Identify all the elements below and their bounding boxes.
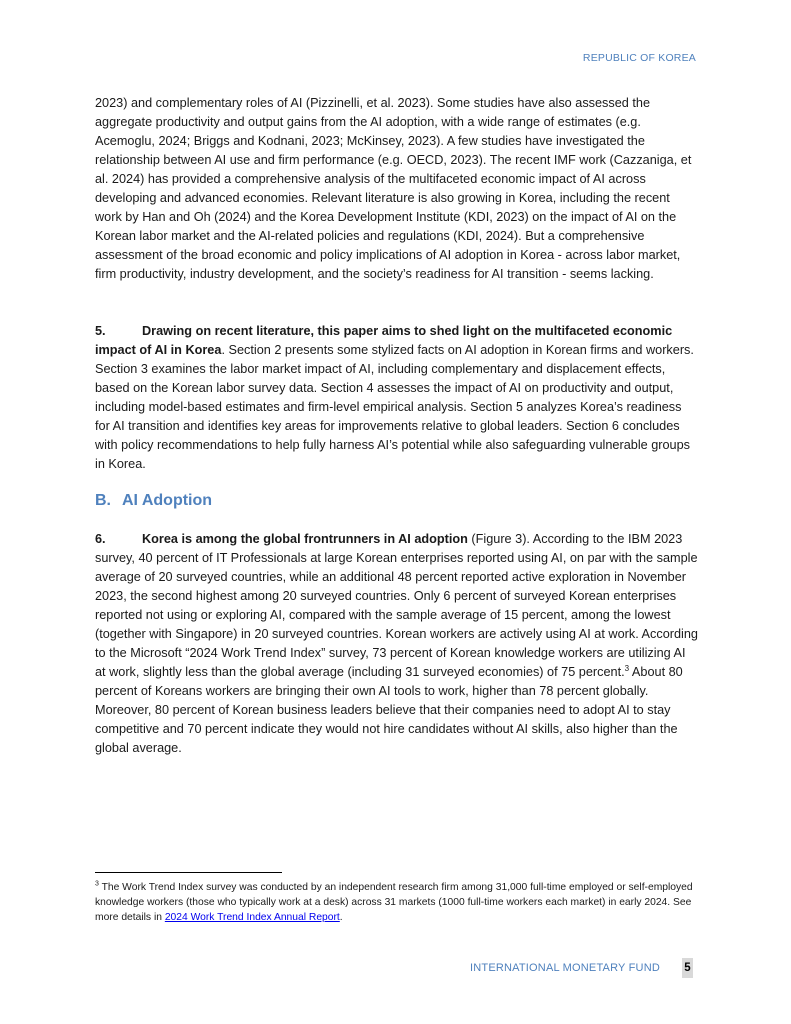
paragraph-text: 2023) and complementary roles of AI (Pizzinelli, et al. 2023). Some studies have also assessed the aggregate productivity and output gains from the AI adoption, with a wide range of estimates (e.g. Acemoglu, 2024; Briggs and Kodnani, 2023; McKinsey, 2023). A few studies have investigated the relationship between AI use and firm performance (e.g. OECD, 2023). The recent IMF work (Cazzaniga, et al. 2024) has provided a comprehensive analysis of the multifaceted economic impact of AI across developing and advanced economies. Relevant literature is also growing in Korea, including the recent work by Han and Oh (2024) and the Korea Development Institute (KDI, 2023) on the impact of AI on the Korean labor market and the AI-related policies and regulations (KDI, 2024). But a comprehensive assessment of the broad economic and policy implications of AI adoption in Korea - across labor market, firm productivity, industry development, and the society’s readiness for AI transition - seems lacking.: [95, 96, 692, 281]
report-link[interactable]: 2024 Work Trend Index Annual Report: [164, 912, 340, 923]
footnote-reference[interactable]: 3: [624, 663, 630, 673]
section-letter: B.: [95, 492, 111, 509]
footnote-text: The Work Trend Index survey was conducted by an independent research firm among 31,000 full-time employed or self-employed knowledge workers (those who typically work at a desk) across 31 markets (1000 full-time workers each market) in early 2024. See more details in: [95, 882, 693, 923]
paragraph-text-continued: About 80 percent of Koreans workers are bringing their own AI tools to work, higher than 78 percent globally. Moreover, 80 percent of Korean business leaders believe that their companies need to adopt AI to stay competitive and 70 percent indicate they would not hire candidates without AI skills, also higher than the global average.: [95, 665, 683, 755]
paragraph-lead: Drawing on recent literature, this paper aims to shed light on the multifaceted economic impact of AI in Korea: [95, 324, 673, 357]
footnote-mark: 3: [95, 880, 99, 888]
section-title: AI Adoption: [122, 492, 213, 509]
paragraph-6: [95, 530, 698, 758]
footnote: [95, 880, 698, 925]
paragraph-5: [95, 322, 698, 474]
paragraph-number: 6.: [95, 532, 106, 546]
paragraph-lead: Korea is among the global frontrunners in AI adoption: [142, 532, 468, 546]
paragraph-number: 5.: [95, 324, 106, 338]
paragraph-continued: [95, 94, 698, 284]
paragraph-text: (Figure 3). According to the IBM 2023 survey, 40 percent of IT Professionals at large Korean enterprises reported using AI, on par with the sample average of 20 surveyed countries, while an additional 48 percent reported active exploration in November 2023, the second highest among 20 surveyed countries. Only 6 percent of surveyed Korean enterprises reported not using or exploring AI, compared with the sample average of 15 percent, among the lowest (together with Singapore) in 20 surveyed countries. Korean workers are actively using AI at work. According to the Microsoft “2024 Work Trend Index” survey, 73 percent of Korean knowledge workers are utilizing AI at work, slightly less than the global average (including 31 surveyed economies) of 75 percent.: [95, 532, 698, 679]
footnote-end: .: [339, 912, 343, 923]
section-heading: [95, 492, 212, 510]
footnote-separator: [95, 872, 282, 873]
paragraph-text: . Section 2 presents some stylized facts on AI adoption in Korean firms and workers. Section 3 examines the labor market impact of AI, including complementary and displacement effects, based on the Korean labor survey data. Section 4 assesses the impact of AI on productivity and output, including model-based estimates and firm-level empirical analysis. Section 5 analyzes Korea’s readiness for AI transition and identifies key areas for improvements relative to global leaders. Section 6 concludes with policy recommendations to help fully harness AI’s potential while also safeguarding vulnerable groups in Korea.: [95, 343, 694, 471]
footer-publisher: INTERNATIONAL MONETARY FUND: [470, 962, 660, 974]
running-header: REPUBLIC OF KOREA: [582, 52, 696, 64]
page-number: 5: [682, 958, 693, 978]
